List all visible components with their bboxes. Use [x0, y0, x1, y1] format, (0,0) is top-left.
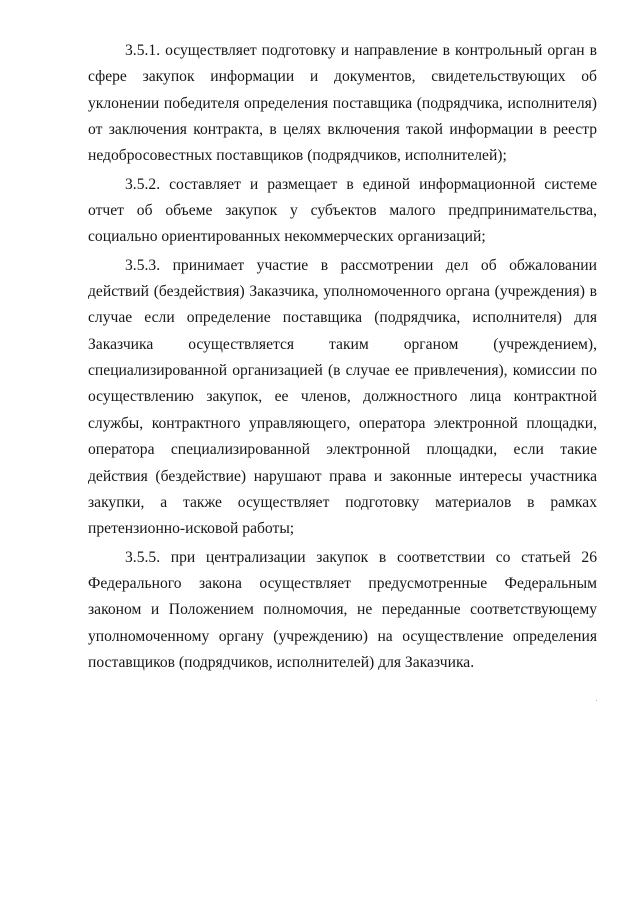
clause-3-5-2 [88, 172, 597, 251]
clause-3-5-3 [88, 253, 597, 543]
document-body [88, 38, 597, 676]
clause-3-5-5 [88, 545, 597, 677]
clause-number: 3.5.3. [125, 256, 161, 274]
clause-text: принимает участие в рассмотрении дел об обжаловании действий (бездействия) Заказчика, уполномоченного органа (учреждения) в случае если определение поставщика (подрядчика, исполнителя) для Заказчика осуществляется таким органом (учреждением), специализированной организацией (в случае ее привлечения), комиссии по осуществлению закупок, ее членов, должностного лица контрактной службы, контрактного управляющего, оператора электронной площадки, оператора специализированной электронной площадки, если такие действия (бездействие) нарушают права и законные интересы участника закупки, а также осуществляет подготовку материалов в рамках претензионно-исковой работы; [88, 256, 597, 538]
clause-text: составляет и размещает в единой информационной системе отчет об объеме закупок у субъектов малого предпринимательства, социально ориентированных некоммерческих организаций; [88, 175, 598, 246]
clause-text: при централизации закупок в соответствии со статьей 26 Федерального закона осуществляет предусмотренные Федеральным законом и Положением полномочия, не переданные соответствующему уполномоченному органу (учреждению) на осуществление определения поставщиков (подрядчиков, исполнителей) для Заказчика. [88, 548, 597, 671]
clause-3-5-1 [88, 38, 597, 170]
scan-dot-mark [596, 700, 597, 701]
clause-number: 3.5.1. [125, 42, 161, 59]
clause-number: 3.5.2. [125, 175, 161, 193]
clause-number: 3.5.5. [125, 548, 161, 566]
clause-text: осуществляет подготовку и направление в контрольный орган в сфере закупок информации и документов, свидетельствующих об уклонении победителя определения поставщика (подрядчика, исполнителя) от заключения контракта, в целях включения такой информации в реестр недобросовестных поставщиков (подрядчиков, исполнителей); [88, 42, 597, 165]
